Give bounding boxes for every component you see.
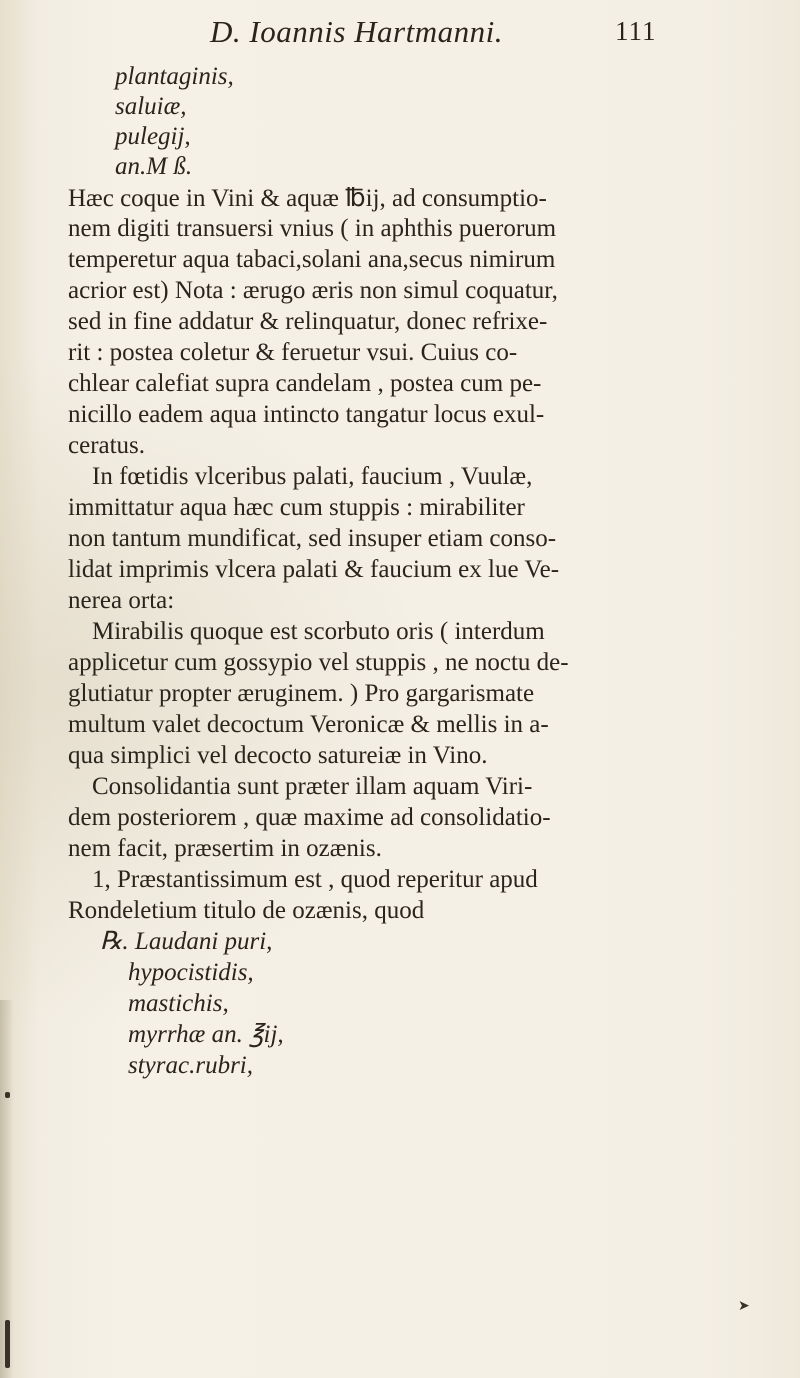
text-line: ceratus. bbox=[68, 432, 146, 459]
text-line: glutiatur propter æruginem. ) Pro gargarismate bbox=[68, 680, 535, 707]
running-head: D. Ioannis Hartmanni. bbox=[210, 14, 503, 49]
text-line: nem digiti transuersi vnius ( in aphthis puerorum bbox=[68, 215, 557, 242]
text-line: an.M ß. bbox=[115, 153, 193, 180]
text-line: 1, Præstantissimum est , quod reperitur apud bbox=[92, 866, 538, 893]
text-line: styrac.rubri, bbox=[128, 1052, 253, 1079]
text-line: ℞. Laudani puri, bbox=[100, 928, 273, 955]
text-line: In fœtidis vlceribus palati, faucium , Vuulæ, bbox=[92, 463, 533, 490]
text-line: Hæc coque in Vini & aquæ ℔ij, ad consumptio- bbox=[68, 185, 547, 212]
text-line: nerea orta: bbox=[68, 587, 175, 614]
text-line: non tantum mundificat, sed insuper etiam conso- bbox=[68, 525, 557, 552]
text-line: temperetur aqua tabaci,solani ana,secus nimirum bbox=[68, 246, 556, 273]
text-line: Consolidantia sunt præter illam aquam Viri- bbox=[92, 773, 533, 800]
page-header bbox=[0, 14, 800, 50]
text-line: Rondeletium titulo de ozænis, quod bbox=[68, 897, 425, 924]
ink-speck bbox=[5, 1092, 10, 1098]
ink-mark bbox=[5, 1320, 10, 1368]
print-mark-icon: ➤ bbox=[738, 1299, 750, 1314]
text-line: hypocistidis, bbox=[128, 959, 254, 986]
text-line: multum valet decoctum Veronicæ & mellis in a- bbox=[68, 711, 549, 738]
page-number: 111 bbox=[615, 16, 657, 46]
text-line: rit : postea coletur & feruetur vsui. Cuius co- bbox=[68, 339, 518, 366]
text-line: qua simplici vel decocto satureiæ in Vino. bbox=[68, 742, 488, 769]
text-line: sed in fine addatur & relinquatur, donec refrixe- bbox=[68, 308, 548, 335]
text-line: nem facit, præsertim in ozænis. bbox=[68, 835, 382, 862]
text-line: chlear calefiat supra candelam , postea cum pe- bbox=[68, 370, 542, 397]
text-line: pulegij, bbox=[115, 123, 191, 150]
text-line: dem posteriorem , quæ maxime ad consolidatio- bbox=[68, 804, 551, 831]
text-line: saluiæ, bbox=[115, 93, 187, 120]
text-line: immittatur aqua hæc cum stuppis : mirabiliter bbox=[68, 494, 525, 521]
text-line: nicillo eadem aqua intincto tangatur locus exul- bbox=[68, 401, 545, 428]
text-line: myrrhæ an. ℥ij, bbox=[128, 1021, 284, 1048]
text-line: mastichis, bbox=[128, 990, 229, 1017]
text-line: Mirabilis quoque est scorbuto oris ( interdum bbox=[92, 618, 545, 645]
text-line: lidat imprimis vlcera palati & faucium ex lue Ve- bbox=[68, 556, 560, 583]
text-line: applicetur cum gossypio vel stuppis , ne noctu de- bbox=[68, 649, 569, 676]
text-line: acrior est) Nota : ærugo æris non simul coquatur, bbox=[68, 277, 558, 304]
text-line: plantaginis, bbox=[115, 63, 234, 90]
